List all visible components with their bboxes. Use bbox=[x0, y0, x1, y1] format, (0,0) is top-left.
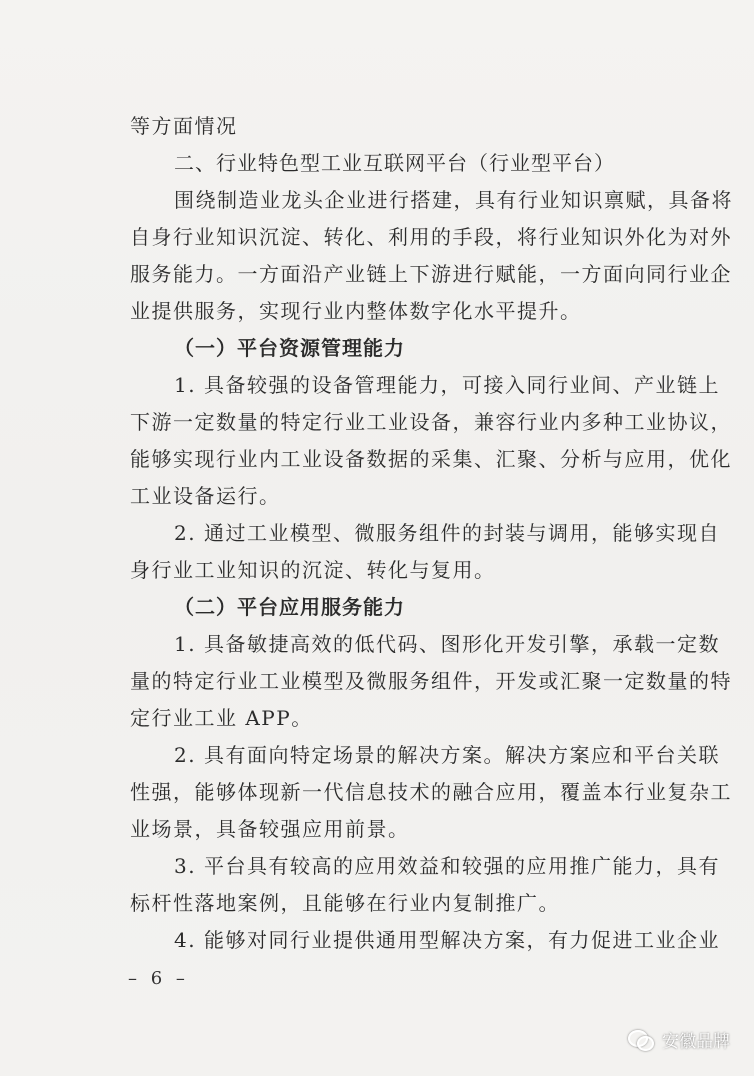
paragraph-first-line: 1. 具备较强的设备管理能力，可接入同行业间、产业链上 bbox=[174, 373, 720, 397]
paragraph-line: 标杆性落地案例，且能够在行业内复制推广。 bbox=[130, 891, 560, 915]
subsection-heading: （一）平台资源管理能力 bbox=[174, 336, 405, 360]
paragraph-line: 自身行业知识沉淀、转化、利用的手段，将行业知识外化为对外 bbox=[130, 225, 732, 249]
paragraph-line: 等方面情况 bbox=[130, 114, 238, 138]
paragraph-line: 定行业工业 APP。 bbox=[130, 706, 313, 730]
paragraph-first-line: 3. 平台具有较高的应用效益和较强的应用推广能力，具有 bbox=[174, 854, 720, 878]
paragraph-first-line: 4. 能够对同行业提供通用型解决方案，有力促进工业企业 bbox=[174, 928, 720, 952]
paragraph-first-line: 围绕制造业龙头企业进行搭建，具有行业知识禀赋，具备将 bbox=[174, 188, 733, 212]
paragraph-line: 工业设备运行。 bbox=[130, 484, 281, 508]
watermark bbox=[628, 1027, 730, 1052]
watermark-label: 安徽品牌 bbox=[662, 1032, 730, 1052]
paragraph-line: 下游一定数量的特定行业工业设备，兼容行业内多种工业协议， bbox=[130, 410, 732, 434]
paragraph-line: 服务能力。一方面沿产业链上下游进行赋能，一方面向同行业企 bbox=[130, 262, 732, 286]
paragraph-line: 性强，能够体现新一代信息技术的融合应用，覆盖本行业复杂工 bbox=[130, 780, 732, 804]
paragraph-first-line: 1. 具备敏捷高效的低代码、图形化开发引擎，承载一定数 bbox=[174, 632, 720, 656]
paragraph-first-line: 2. 通过工业模型、微服务组件的封装与调用，能够实现自 bbox=[174, 521, 720, 545]
wechat-icon bbox=[628, 1030, 654, 1050]
paragraph-line: 能够实现行业内工业设备数据的采集、汇聚、分析与应用，优化 bbox=[130, 447, 732, 471]
paragraph-first-line: 2. 具有面向特定场景的解决方案。解决方案应和平台关联 bbox=[174, 743, 720, 767]
page-number: – 6 – bbox=[128, 968, 189, 989]
document-body bbox=[130, 108, 733, 959]
paragraph-line: 身行业工业知识的沉淀、转化与复用。 bbox=[130, 558, 496, 582]
paragraph-line: 量的特定行业工业模型及微服务组件，开发或汇聚一定数量的特 bbox=[130, 669, 732, 693]
subsection-heading: （二）平台应用服务能力 bbox=[174, 595, 405, 619]
paragraph-line: 业场景，具备较强应用前景。 bbox=[130, 817, 410, 841]
section-heading: 二、行业特色型工业互联网平台（行业型平台） bbox=[174, 151, 615, 175]
paragraph-line: 业提供服务，实现行业内整体数字化水平提升。 bbox=[130, 299, 582, 323]
